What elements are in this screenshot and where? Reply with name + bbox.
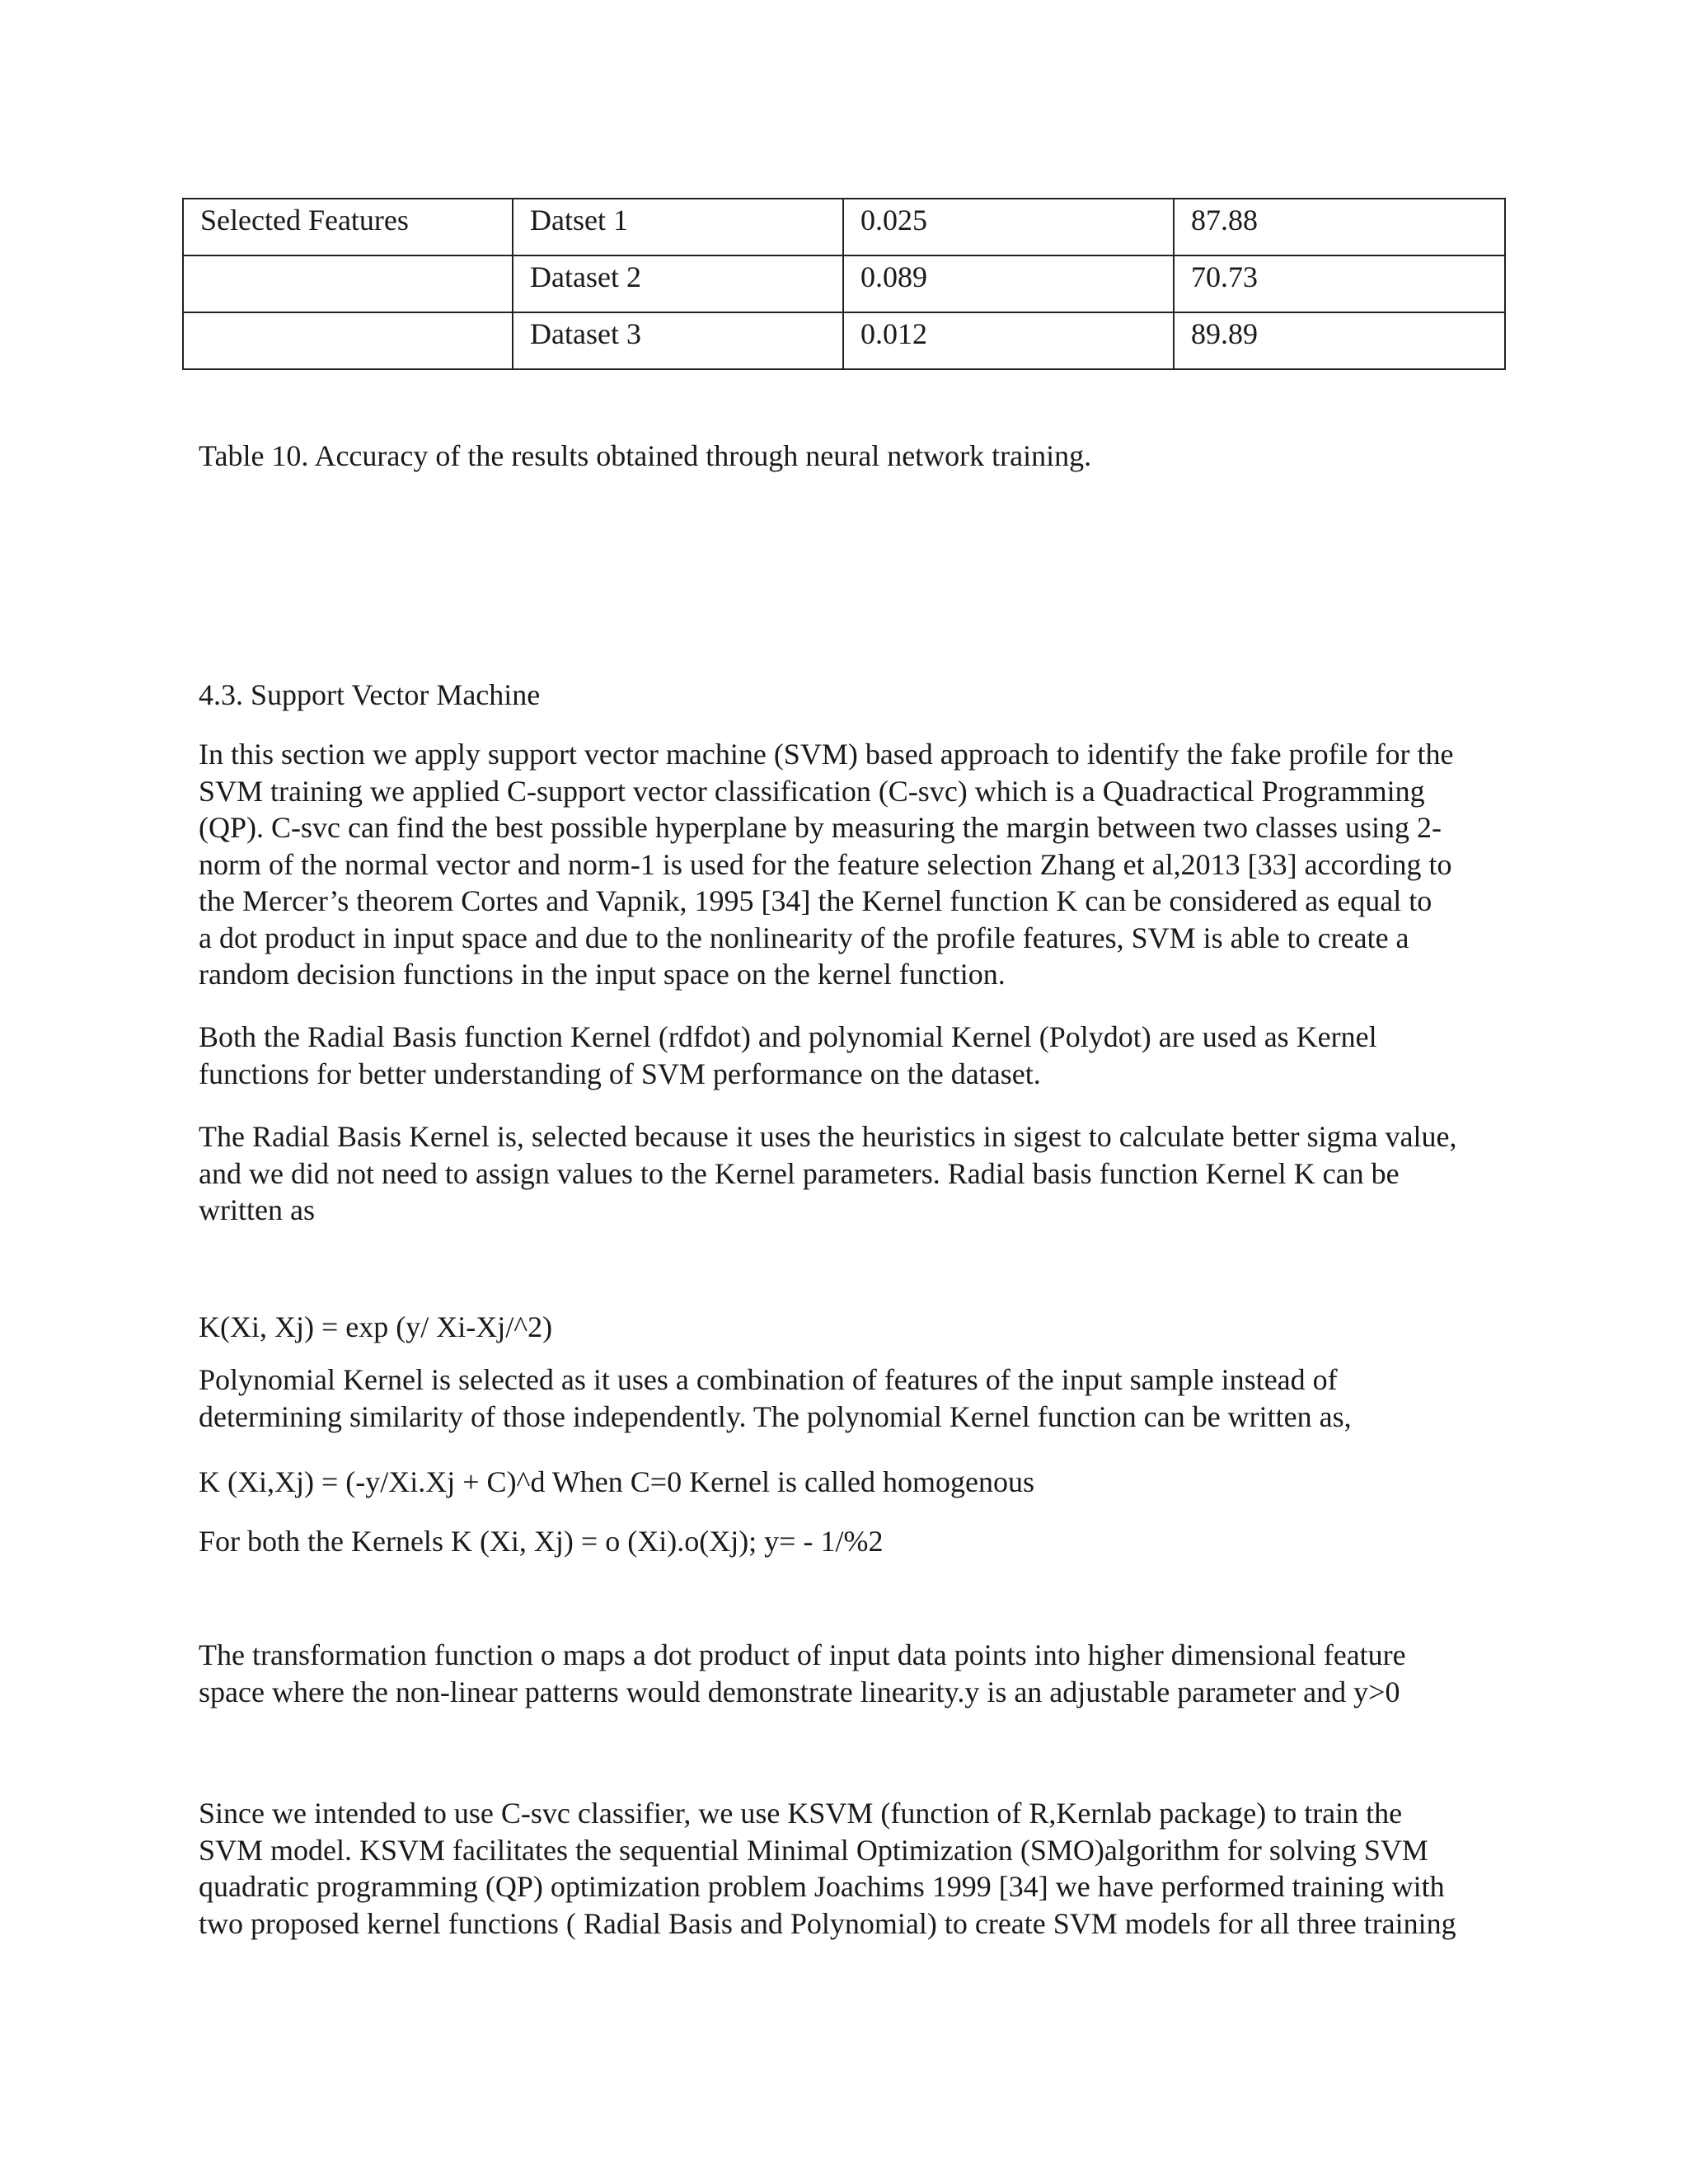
paragraph-kernels: [199, 1019, 1517, 1092]
text-line: written as: [199, 1193, 315, 1226]
table-row: [183, 255, 1505, 312]
text-line: (QP). C-svc can find the best possible hyperplane by measuring the margin between two classes using 2-: [199, 811, 1442, 844]
table-caption: Table 10. Accuracy of the results obtained through neural network training.: [199, 439, 1092, 472]
text-line: Both the Radial Basis function Kernel (rdfdot) and polynomial Kernel (Polydot) are used as Kernel: [199, 1020, 1377, 1053]
text-line: norm of the normal vector and norm-1 is used for the feature selection Zhang et al,2013 [33] according to: [199, 847, 1452, 881]
text-line: The Radial Basis Kernel is, selected because it uses the heuristics in sigest to calculate better sigma value,: [199, 1120, 1457, 1153]
table-cell: 89.89: [1174, 312, 1505, 369]
text-line: a dot product in input space and due to the nonlinearity of the profile features, SVM is able to create a: [199, 921, 1409, 954]
paragraph-transformation: [199, 1637, 1517, 1710]
formula-kernels: For both the Kernels K (Xi, Xj) = o (Xi).o(Xj); y= - 1/%2: [199, 1525, 884, 1558]
table-cell: 87.88: [1174, 199, 1505, 255]
text-line: the Mercer’s theorem Cortes and Vapnik, 1995 [34] the Kernel function K can be considered as equal to: [199, 884, 1432, 917]
text-line: SVM model. KSVM facilitates the sequential Minimal Optimization (SMO)algorithm for solving SVM: [199, 1833, 1428, 1867]
text-line: quadratic programming (QP) optimization problem Joachims 1999 [34] we have performed training with: [199, 1870, 1445, 1903]
table-cell: [183, 255, 513, 312]
section-heading: 4.3. Support Vector Machine: [199, 678, 541, 711]
table-cell: Selected Features: [183, 199, 513, 255]
paragraph-radial-basis: [199, 1118, 1517, 1229]
text-line: space where the non-linear patterns would demonstrate linearity.y is an adjustable parameter and y>0: [199, 1675, 1400, 1708]
text-line: Since we intended to use C-svc classifier, we use KSVM (function of R,Kernlab package) to train the: [199, 1797, 1403, 1830]
text-line: two proposed kernel functions ( Radial Basis and Polynomial) to create SVM models for all three training: [199, 1906, 1456, 1940]
paragraph-ksvm: [199, 1795, 1517, 1942]
table-cell: Dataset 3: [513, 312, 843, 369]
text-line: Polynomial Kernel is selected as it uses a combination of features of the input sample instead of: [199, 1363, 1338, 1396]
formula-polynomial: K (Xi,Xj) = (-y/Xi.Xj + C)^d When C=0 Kernel is called homogenous: [199, 1465, 1034, 1498]
text-line: random decision functions in the input space on the kernel function.: [199, 958, 1006, 991]
text-line: SVM training we applied C-support vector classification (C-svc) which is a Quadractical Programming: [199, 774, 1425, 808]
table-cell: Dataset 2: [513, 255, 843, 312]
table-cell: 0.012: [843, 312, 1174, 369]
table-row: [183, 199, 1505, 255]
table-cell: 70.73: [1174, 255, 1505, 312]
table-cell: [183, 312, 513, 369]
text-line: determining similarity of those independently. The polynomial Kernel function can be written as,: [199, 1399, 1352, 1433]
paragraph-polynomial: [199, 1361, 1517, 1435]
table-cell: Datset 1: [513, 199, 843, 255]
paragraph-svm-intro: [199, 736, 1517, 993]
text-line: In this section we apply support vector machine (SVM) based approach to identify the fake profile for the: [199, 738, 1454, 771]
text-line: and we did not need to assign values to the Kernel parameters. Radial basis function Kernel K can be: [199, 1156, 1400, 1190]
text-line: The transformation function o maps a dot product of input data points into higher dimensional feature: [199, 1638, 1406, 1671]
table-cell: 0.025: [843, 199, 1174, 255]
table-row: [183, 312, 1505, 369]
results-table: [182, 198, 1506, 370]
table-cell: 0.089: [843, 255, 1174, 312]
text-line: functions for better understanding of SVM performance on the dataset.: [199, 1057, 1041, 1090]
formula-rbf: K(Xi, Xj) = exp (y/ Xi-Xj/^2): [199, 1310, 553, 1343]
